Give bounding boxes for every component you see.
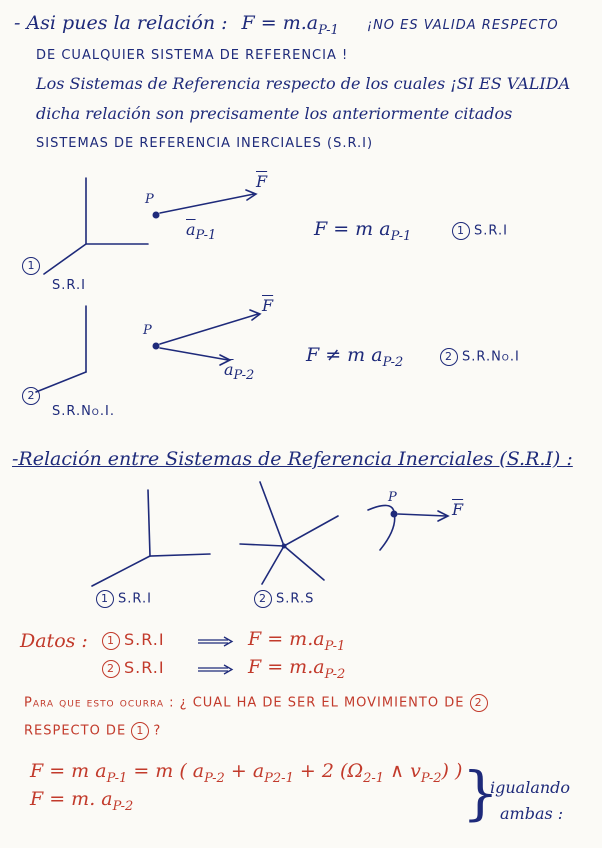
note-line-2: ambas : (500, 804, 564, 823)
final-eq1-sub5: P-2 (420, 770, 442, 786)
question-line2-num: 1 (131, 722, 149, 740)
srs-frame-b-x (240, 544, 284, 546)
datos-label: Datos : (20, 630, 88, 652)
final-eq1-rest3: + 2 (Ω (293, 760, 364, 782)
final-eq2-text: F = m. a (30, 788, 113, 810)
datos-row1-sys: S.R.I (124, 630, 165, 649)
diagram1-axes-label: S.R.I (52, 278, 86, 293)
intro-formula-sub: P-1 (318, 22, 339, 38)
frame1-caption-text: S.R.I (118, 591, 152, 607)
diagram1-num-circle: 1 (22, 257, 40, 275)
diagram2-accel-sub: P-2 (233, 368, 255, 384)
intro-line-4: dicha relación son precisamente los anteriormente citados (36, 104, 513, 123)
intro-line-3: Los Sistemas de Referencia respecto de los cuales ¡SI ES VALIDA (36, 74, 571, 93)
question-line2-text: RESPECTO DE (24, 723, 127, 739)
diagram2-tag (440, 348, 520, 366)
question-line1-text: Para que esto ocurra : ¿ CUAL HA DE SER EL MOVIMIENTO DE (24, 695, 465, 711)
implies-head-1 (224, 637, 232, 646)
frame1-axes (86, 178, 148, 244)
diagram2-tag-text: S.R.No.I (462, 349, 520, 365)
srs-frame-b-z (262, 546, 284, 584)
point-p3 (391, 511, 398, 518)
force-vector-1 (160, 194, 254, 213)
datos-row1-num: 1 (102, 632, 120, 650)
force-vector-2 (160, 314, 258, 344)
datos-row2-formula-sub: P-2 (324, 666, 346, 682)
diagram2-point-label: P (143, 323, 152, 338)
sri-frame-a-z (92, 556, 150, 586)
datos-row2-num: 2 (102, 660, 120, 678)
frame2-caption (254, 590, 314, 608)
final-eq1-rest4: ∧ v (384, 760, 421, 782)
section2-force-label: $\overline{F}$ (452, 500, 464, 519)
final-eq-2 (30, 788, 133, 814)
final-eq1-sub3: P2-1 (264, 770, 294, 786)
diagram1-equation (314, 218, 411, 244)
diagram1-force-label: $\overline{F}$ (256, 172, 268, 191)
datos-row1-formula-sub: P-1 (324, 638, 346, 654)
frame1-caption (96, 590, 152, 608)
implies-head-2 (224, 665, 232, 674)
diagram2-num-circle: 2 (22, 387, 40, 405)
frame1-axis-z (44, 244, 86, 274)
diagram1-accel-symbol: $\overline{a}$ (186, 220, 196, 239)
intro-formula-text: F = m.a (241, 12, 319, 34)
datos-row1-formula (248, 628, 345, 654)
section2-point-label: P (388, 490, 397, 505)
final-eq1-rest2: + a (224, 760, 265, 782)
question-line1-num: 2 (470, 694, 488, 712)
diagram2-tag-num: 2 (440, 348, 458, 366)
srs-frame-b (260, 482, 338, 546)
diagram2-accel-symbol: $\overline{a}$ (224, 360, 234, 379)
point-p1 (153, 212, 160, 219)
final-eq1-sub4: 2-1 (363, 770, 385, 786)
final-eq1-sub: P-1 (106, 770, 128, 786)
final-eq1-sub2: P-2 (204, 770, 225, 786)
intro-line-5: SISTEMAS DE REFERENCIA INERCIALES (S.R.I) (36, 136, 374, 151)
diagram1-number (22, 255, 44, 275)
sri-frame-a (148, 490, 210, 556)
question-line-2 (24, 722, 161, 740)
diagram1-tag-text: S.R.I (474, 223, 508, 239)
datos-row2-formula (248, 656, 345, 682)
diagram1-equation-sub: P-1 (390, 228, 412, 244)
force-vector-3 (398, 514, 446, 516)
equation-brace: } (462, 759, 499, 827)
diagram1-tag-num: 1 (452, 222, 470, 240)
question-line2-mark: ? (153, 723, 162, 739)
final-eq1-lhs: F = m a (30, 760, 107, 782)
diagram2-equation-sub: P-2 (382, 354, 404, 370)
diagram2-equation (306, 344, 403, 370)
question-line-1 (24, 694, 492, 712)
diagram2-number (22, 385, 44, 405)
diagram1-accel-sub: P-1 (195, 228, 217, 244)
diagram1-accel-label (186, 220, 216, 243)
datos-row1-formula-text: F = m.a (248, 628, 325, 650)
diagram1-point-label: P (145, 192, 154, 207)
note-line-1: igualando (490, 778, 571, 797)
datos-row2-formula-text: F = m.a (248, 656, 325, 678)
intro-line1-caps: ¡NO ES VALIDA RESPECTO (366, 18, 559, 33)
intro-line1-text: - Asi pues la relación : (14, 12, 228, 34)
srs-frame-b-y (284, 546, 324, 580)
frame2-caption-text: S.R.S (276, 591, 315, 607)
accel-vector-2 (160, 348, 228, 360)
frame2-caption-num: 2 (254, 590, 272, 608)
section2-title: -Relación entre Sistemas de Referencia Inerciales (S.R.I) : (12, 448, 573, 470)
diagram2-equation-text: F ≠ m a (306, 344, 383, 366)
final-eq1-rest5: ) ) (441, 760, 463, 782)
diagram1-equation-text: F = m a (314, 218, 391, 240)
diagram1-tag (452, 222, 508, 240)
datos-row-2 (102, 658, 165, 678)
srs-origin (282, 544, 287, 549)
diagram2-axes-label: S.R.No.I. (52, 404, 115, 419)
diagram2-accel-label (224, 360, 254, 383)
point-p2 (153, 343, 160, 350)
frame1-caption-num: 1 (96, 590, 114, 608)
datos-row2-sys: S.R.I (124, 658, 165, 677)
final-eq2-sub: P-2 (112, 798, 134, 814)
final-eq-1 (30, 760, 462, 786)
intro-line-2: DE CUALQUIER SISTEMA DE REFERENCIA ! (36, 48, 349, 63)
diagram2-force-label: $\overline{F}$ (262, 296, 274, 315)
trajectory-curve (368, 505, 395, 550)
datos-row-1 (102, 630, 165, 650)
final-eq1-rest: = m ( a (127, 760, 205, 782)
